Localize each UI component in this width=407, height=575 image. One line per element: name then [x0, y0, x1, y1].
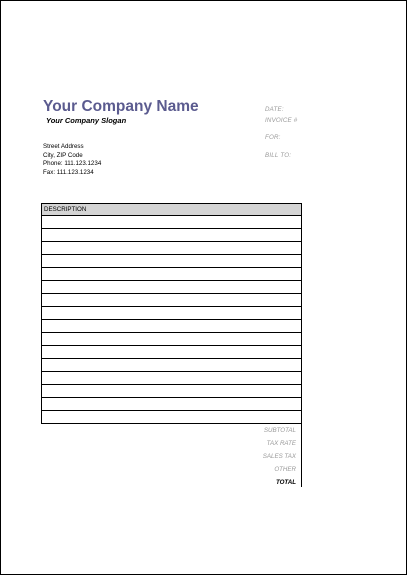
subtotal-label: SUBTOTAL	[263, 427, 296, 434]
table-row-line	[42, 267, 301, 268]
table-row-line	[42, 345, 301, 346]
table-row-line	[42, 280, 301, 281]
table-row-line	[42, 241, 301, 242]
table-row-line	[42, 410, 301, 411]
total-label: TOTAL	[275, 479, 296, 486]
description-header-label: DESCRIPTION	[44, 206, 87, 213]
for-label: FOR:	[265, 134, 281, 141]
table-row-line	[42, 384, 301, 385]
date-label: DATE:	[265, 106, 284, 113]
invoice-number-label: INVOICE #	[265, 117, 298, 124]
table-row-line	[42, 228, 301, 229]
company-slogan: Your Company Slogan	[46, 116, 127, 125]
bill-to-label: BILL TO:	[265, 152, 292, 159]
company-name: Your Company Name	[43, 98, 199, 115]
table-row-line	[42, 332, 301, 333]
totals-right-border	[301, 424, 302, 487]
table-row-line	[42, 293, 301, 294]
table-row-line	[42, 397, 301, 398]
city-zip: City, ZIP Code	[43, 152, 83, 159]
table-row-line	[42, 306, 301, 307]
tax-rate-label: TAX RATE	[266, 440, 296, 447]
sales-tax-label: SALES TAX	[262, 453, 296, 460]
table-row-line	[42, 423, 301, 424]
other-label: OTHER	[274, 466, 296, 473]
table-row-line	[42, 358, 301, 359]
fax: Fax: 111.123.1234	[43, 169, 94, 176]
street-address: Street Address	[43, 143, 84, 150]
description-header	[42, 204, 301, 216]
table-row-line	[42, 371, 301, 372]
table-row-line	[42, 319, 301, 320]
phone: Phone: 111.123.1234	[43, 160, 102, 167]
description-table	[41, 203, 302, 424]
table-row-line	[42, 254, 301, 255]
